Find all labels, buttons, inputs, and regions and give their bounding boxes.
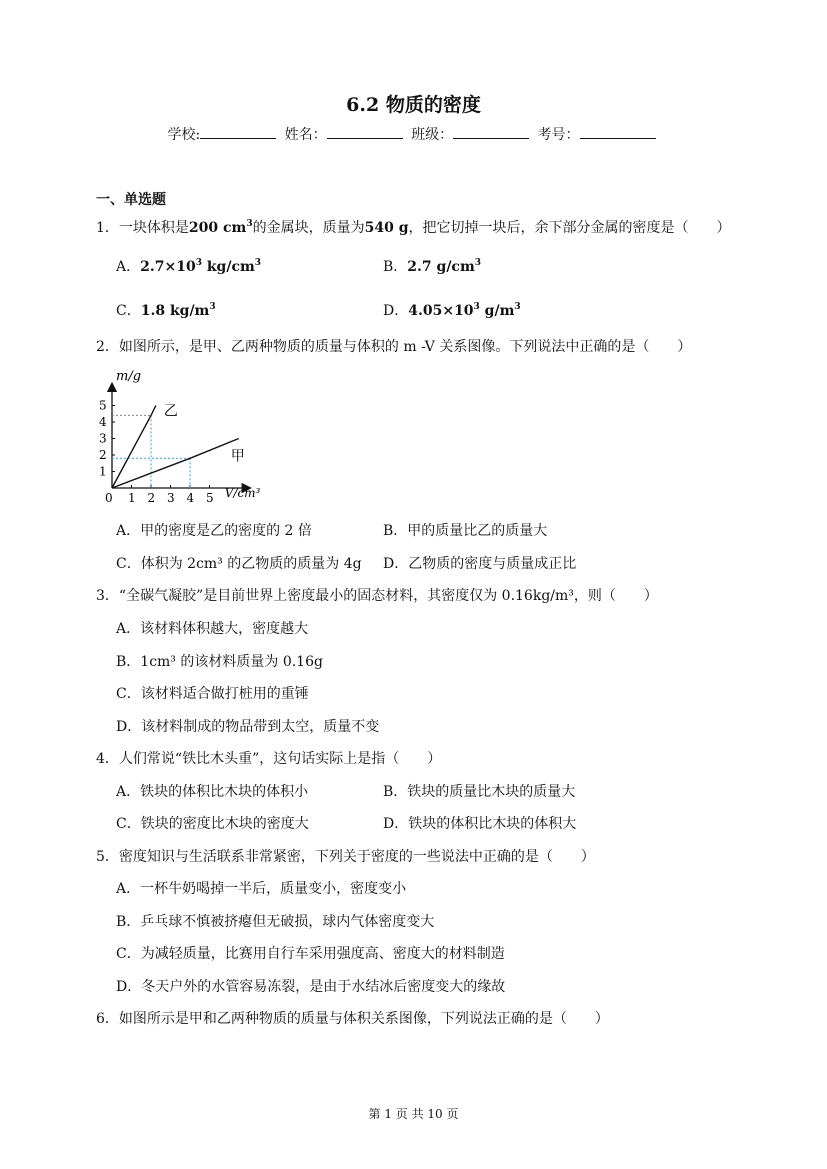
exam-no-blank[interactable] xyxy=(580,126,656,139)
x-tick-label: 1 xyxy=(128,491,136,505)
y-tick-label: 1 xyxy=(99,464,107,479)
question-5-option-a[interactable]: A．一杯牛奶喝掉一半后，质量变小，密度变小 xyxy=(116,881,407,897)
y-tick-label: 3 xyxy=(99,431,107,446)
question-1-option-d[interactable]: D．$4.05\times 10^3$ $g/m^3$ xyxy=(383,302,521,319)
question-2-option-d[interactable]: D．乙物质的密度与质量成正比 xyxy=(383,556,577,572)
x-tick-label: 2 xyxy=(147,491,156,505)
question-4-option-a[interactable]: A．铁块的体积比木块的体积小 xyxy=(116,784,309,800)
series-line xyxy=(112,406,156,489)
question-1-option-a[interactable]: A．$2.7\times 10^3$ $kg/cm^3$ xyxy=(116,258,262,275)
question-5-option-d[interactable]: D．冬天户外的水管容易冻裂，是由于水结冰后密度变大的缘故 xyxy=(116,979,506,995)
question-5-option-b[interactable]: B．乒乓球不慎被挤瘪但无破损，球内气体密度变大 xyxy=(116,914,435,930)
x-tick-label: 3 xyxy=(167,491,175,505)
question-3-option-a[interactable]: A．该材料体积越大，密度越大 xyxy=(116,621,309,637)
question-4-option-d[interactable]: D．铁块的体积比木块的体积大 xyxy=(383,816,577,832)
question-5-stem: 5．密度知识与生活联系非常紧密，下列关于密度的一些说法中正确的是（ ） xyxy=(96,849,595,865)
question-2-option-c[interactable]: C．体积为 2cm³ 的乙物质的质量为 4g xyxy=(116,556,362,572)
question-5-option-c[interactable]: C．为减轻质量，比赛用自行车采用强度高、密度大的材料制造 xyxy=(116,946,505,962)
y-axis-label: m/g xyxy=(116,369,142,384)
school-label: 学校: xyxy=(167,127,201,143)
class-blank[interactable] xyxy=(453,126,529,139)
x-tick-label: 5 xyxy=(206,491,214,505)
class-label: 班级： xyxy=(411,127,454,143)
series-line xyxy=(112,439,239,489)
y-tick-label: 2 xyxy=(99,448,107,462)
question-2-stem: 2．如图所示，是甲、乙两种物质的质量与体积的 m -V 关系图像。下列说法中正确的是（ ） xyxy=(96,339,692,355)
question-4-stem: 4．人们常说“铁比木头重”，这句话实际上是指（ ） xyxy=(96,751,442,767)
exam-no-label: 考号： xyxy=(537,127,580,143)
question-1-option-b[interactable]: B．2.7 $g/cm^3$ xyxy=(383,258,482,275)
y-tick-label: 4 xyxy=(99,415,107,429)
x-tick-label: 4 xyxy=(186,491,195,505)
question-3-option-d[interactable]: D．该材料制成的物品带到太空，质量不变 xyxy=(116,719,380,735)
series-label: 甲 xyxy=(230,448,245,465)
x-axis-label: V/cm³ xyxy=(224,486,261,500)
mass-volume-chart xyxy=(90,362,290,507)
student-info-line xyxy=(0,124,827,144)
question-3-stem: 3．“全碳气凝胶”是目前世界上密度最小的固态材料，其密度仅为 0.16kg/m³，则（ ） xyxy=(96,588,658,604)
question-3-option-b[interactable]: B．1cm³ 的该材料质量为 0.16g xyxy=(116,654,323,670)
question-2-option-b[interactable]: B．甲的质量比乙的质量大 xyxy=(383,523,548,539)
question-4-option-c[interactable]: C．铁块的密度比木块的密度大 xyxy=(116,816,309,832)
section-heading: 一、单选题 xyxy=(96,192,166,208)
school-blank[interactable] xyxy=(200,126,276,139)
name-blank[interactable] xyxy=(327,126,403,139)
question-1-stem: 1．一块体积是200 $cm^3$的金属块，质量为540 g，把它切掉一块后，余下部分金属的密度是（ ） xyxy=(96,219,731,236)
page-title: 6.2 物质的密度 xyxy=(346,94,481,116)
question-6-stem: 6．如图所示是甲和乙两种物质的质量与体积关系图像，下列说法正确的是（ ） xyxy=(96,1011,609,1027)
question-4-option-b[interactable]: B．铁块的质量比木块的质量大 xyxy=(383,784,576,800)
question-1-option-c[interactable]: C．1.8 $kg/m^3$ xyxy=(116,302,216,319)
question-2-option-a[interactable]: A．甲的密度是乙的密度的 2 倍 xyxy=(116,523,312,539)
x-tick-label: 0 xyxy=(105,491,113,505)
name-label: 姓名： xyxy=(284,127,327,143)
y-tick-label: 5 xyxy=(99,398,107,413)
page-footer: 第 1 页 共 10 页 xyxy=(368,1107,459,1121)
question-3-option-c[interactable]: C．该材料适合做打桩用的重锤 xyxy=(116,686,309,702)
series-label: 乙 xyxy=(163,403,178,420)
